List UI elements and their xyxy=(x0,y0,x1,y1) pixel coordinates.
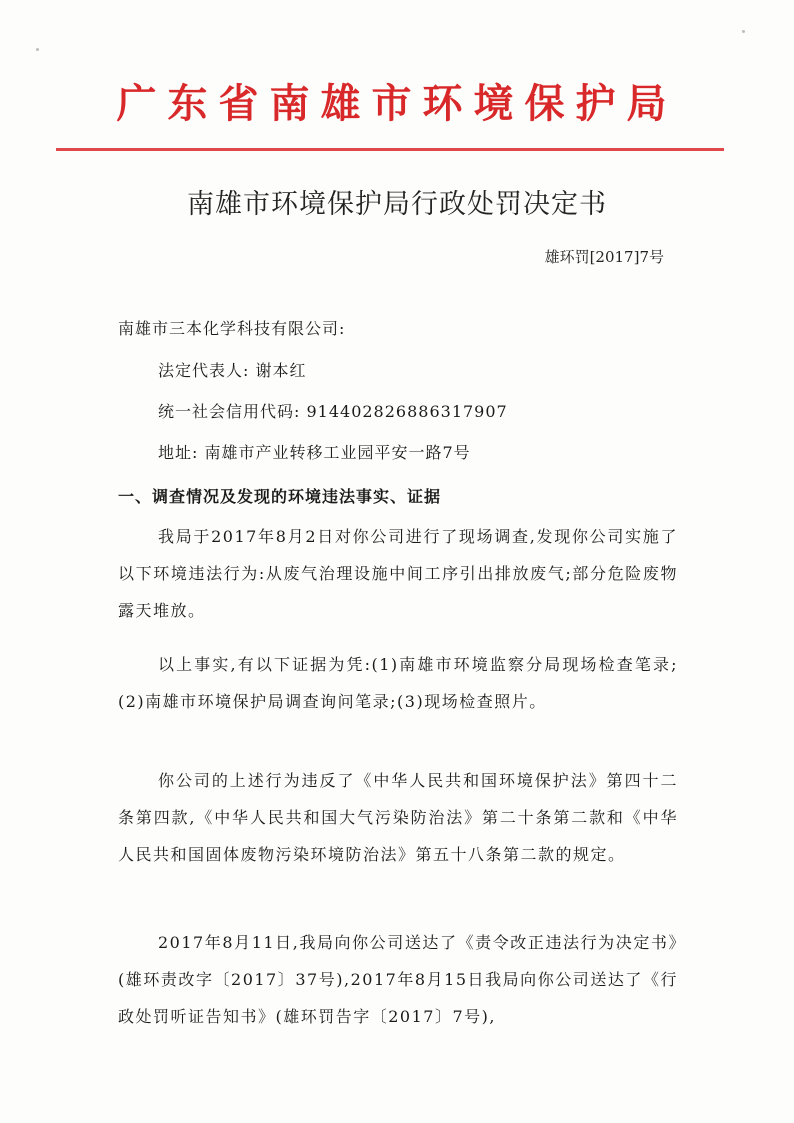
agency-masthead: 广东省南雄市环境保护局 xyxy=(116,81,678,127)
company-address: 地址: 南雄市产业转移工业园平安一路7号 xyxy=(158,443,471,462)
scan-speck xyxy=(36,48,39,51)
scan-speck xyxy=(742,30,745,33)
legal-representative: 法定代表人: 谢本红 xyxy=(158,361,307,380)
credit-code: 统一社会信用代码: 914402826886317907 xyxy=(158,402,508,421)
paragraph-evidence: 以上事实,有以下证据为凭:(1)南雄市环境监察分局现场检查笔录;(2)南雄市环境保护局调查询问笔录;(3)现场检查照片。 xyxy=(118,655,678,711)
addressee: 南雄市三本化学科技有限公司: xyxy=(118,319,346,338)
red-divider-rule xyxy=(56,148,724,151)
section-heading: 一、调查情况及发现的环境违法事实、证据 xyxy=(118,487,442,506)
document-title: 南雄市环境保护局行政处罚决定书 xyxy=(187,189,607,220)
paragraph-notices: 2017年8月11日,我局向你公司送达了《责令改正违法行为决定书》(雄环责改字〔2017〕37号),2017年8月15日我局向你公司送达了《行政处罚听证告知书》(雄环罚告字〔2017〕7号), xyxy=(118,933,678,1026)
document-number: 雄环罚[2017]7号 xyxy=(544,248,664,266)
paragraph-violation: 你公司的上述行为违反了《中华人民共和国环境保护法》第四十二条第四款,《中华人民共和国大气污染防治法》第二十条第二款和《中华人民共和国固体废物污染环境防治法》第五十八条第二款的规定。 xyxy=(118,771,678,864)
paragraph-investigation: 我局于2017年8月2日对你公司进行了现场调查,发现你公司实施了以下环境违法行为:从废气治理设施中间工序引出排放废气;部分危险废物露天堆放。 xyxy=(118,527,678,620)
